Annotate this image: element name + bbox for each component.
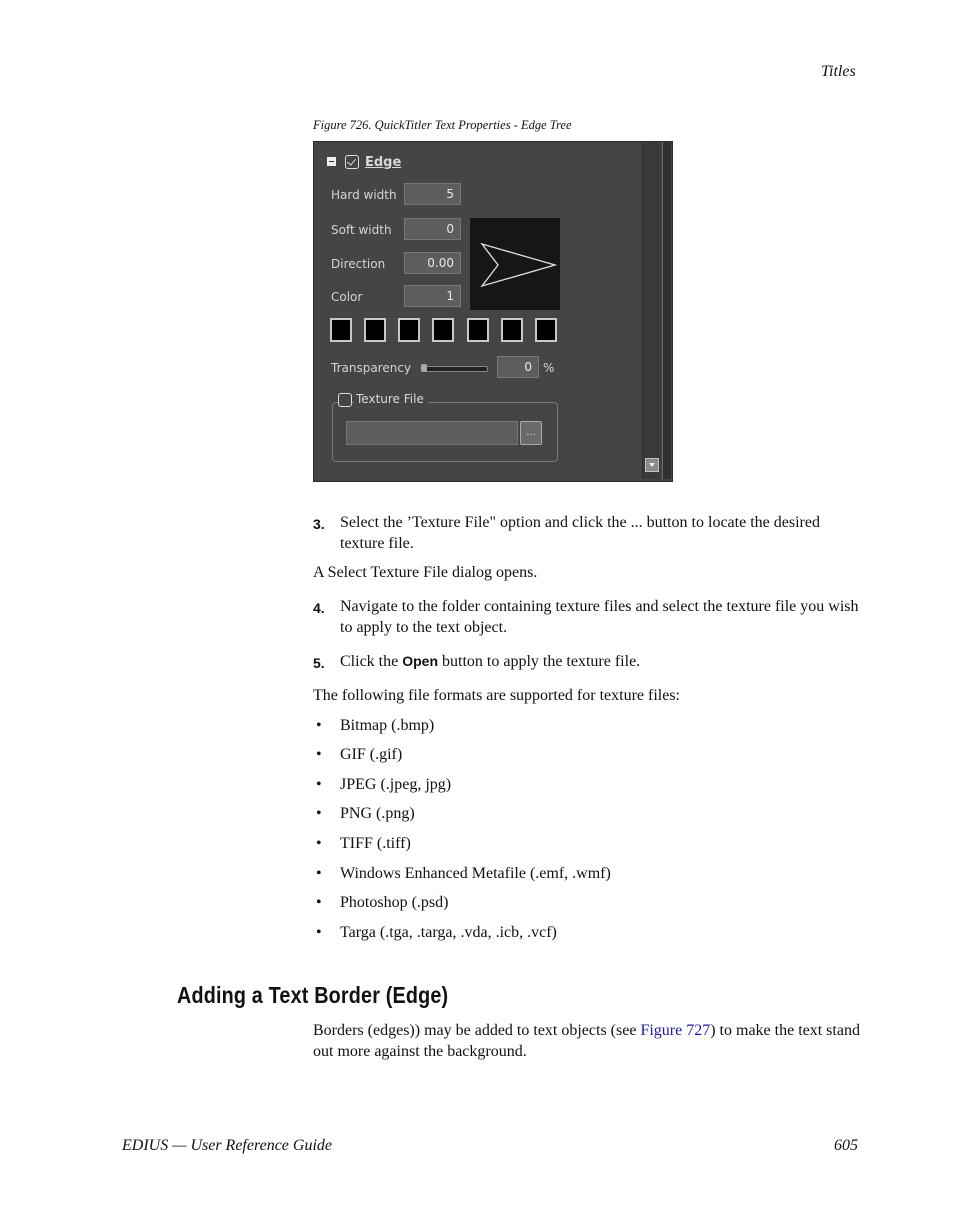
- slider-thumb[interactable]: [421, 364, 427, 372]
- color-label: Color: [331, 290, 363, 304]
- texture-file-label: Texture File: [354, 392, 428, 406]
- color-swatch-7[interactable]: [535, 318, 557, 342]
- section-body-pre: Borders (edges)) may be added to text objects (see: [313, 1022, 641, 1039]
- step-text: [340, 651, 860, 672]
- hard-width-field[interactable]: 5: [404, 183, 461, 205]
- transparency-label: Transparency: [331, 361, 412, 375]
- figure-caption: Figure 726. QuickTitler Text Properties - Edge Tree: [313, 118, 572, 132]
- direction-label: Direction: [331, 257, 386, 271]
- list-item: GIF (.gif): [340, 746, 403, 763]
- step-text-pre: Click the: [340, 653, 403, 670]
- transparency-slider[interactable]: [422, 366, 488, 372]
- scrollbar[interactable]: [642, 142, 661, 479]
- soft-width-label: Soft width: [331, 223, 392, 237]
- page-number: 605: [834, 1137, 858, 1154]
- section-body-post: ) to make the text stand out more against the background.: [313, 1022, 860, 1060]
- texture-file-checkbox[interactable]: [338, 393, 352, 407]
- open-button-name: Open: [402, 653, 438, 669]
- bullet-icon: •: [316, 894, 322, 911]
- running-header: Titles: [821, 63, 856, 80]
- list-item: TIFF (.tiff): [340, 835, 411, 852]
- step-number: 4.: [313, 600, 325, 616]
- collapse-icon[interactable]: [327, 157, 336, 166]
- step-text: Select the ’Texture File" option and click the ... button to locate the desired texture file.: [340, 514, 820, 552]
- step-number: 5.: [313, 655, 325, 671]
- bullet-icon: •: [316, 805, 322, 822]
- edge-properties-panel: [313, 141, 673, 482]
- scroll-down-icon[interactable]: [645, 458, 659, 472]
- bullet-icon: •: [316, 717, 322, 734]
- edge-label: Edge: [365, 155, 402, 170]
- color-field[interactable]: 1: [404, 285, 461, 307]
- list-item: Photoshop (.psd): [340, 894, 449, 911]
- figure-727-link[interactable]: Figure 727: [640, 1022, 711, 1039]
- color-swatch-5[interactable]: [467, 318, 489, 342]
- panel-edge: [662, 142, 671, 479]
- list-item: Bitmap (.bmp): [340, 717, 435, 734]
- paragraph: The following file formats are supported for texture files:: [313, 687, 680, 704]
- bullet-icon: •: [316, 746, 322, 763]
- list-item: Targa (.tga, .targa, .vda, .icb, .vcf): [340, 924, 557, 941]
- texture-file-input[interactable]: [346, 421, 518, 445]
- footer-title: EDIUS — User Reference Guide: [122, 1137, 333, 1154]
- paragraph: A Select Texture File dialog opens.: [313, 564, 538, 581]
- list-item: Windows Enhanced Metafile (.emf, .wmf): [340, 865, 611, 882]
- step-number: 3.: [313, 516, 325, 532]
- bullet-icon: •: [316, 835, 322, 852]
- list-item: JPEG (.jpeg, jpg): [340, 776, 452, 793]
- soft-width-field[interactable]: 0: [404, 218, 461, 240]
- hard-width-label: Hard width: [331, 188, 397, 202]
- step-text: Navigate to the folder containing texture files and select the texture file you wish to apply to the text object.: [340, 598, 859, 636]
- step-text-post: button to apply the texture file.: [438, 653, 641, 670]
- direction-preview[interactable]: [470, 218, 560, 310]
- color-swatch-1[interactable]: [330, 318, 352, 342]
- bullet-icon: •: [316, 865, 322, 882]
- color-swatch-6[interactable]: [501, 318, 523, 342]
- color-swatch-3[interactable]: [398, 318, 420, 342]
- section-heading: Adding a Text Border (Edge): [177, 982, 449, 1008]
- browse-button[interactable]: ...: [520, 421, 542, 445]
- section-body: [313, 1020, 863, 1062]
- bullet-icon: •: [316, 776, 322, 793]
- direction-arrow-icon: [470, 218, 560, 310]
- direction-field[interactable]: 0.00: [404, 252, 461, 274]
- transparency-field[interactable]: 0: [497, 356, 539, 378]
- edge-checkbox[interactable]: [345, 155, 359, 169]
- color-swatch-2[interactable]: [364, 318, 386, 342]
- list-item: PNG (.png): [340, 805, 415, 822]
- color-swatch-4[interactable]: [432, 318, 454, 342]
- percent-label: %: [543, 361, 555, 375]
- bullet-icon: •: [316, 924, 322, 941]
